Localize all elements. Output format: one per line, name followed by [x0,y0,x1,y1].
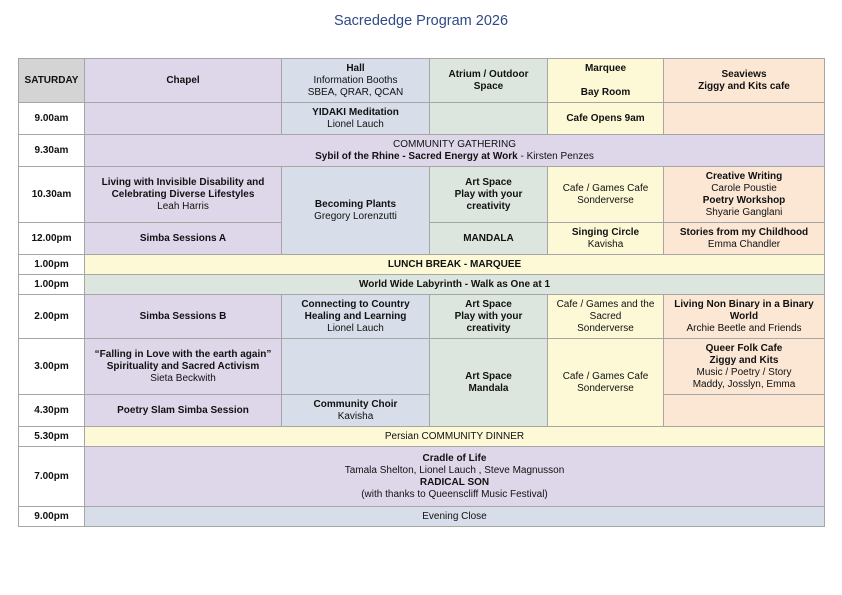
chapel-cell [85,339,282,395]
seaviews-cell [664,223,825,255]
session-title: YIDAKI Meditation [312,106,399,118]
table-row [19,339,825,395]
marquee-header [548,59,664,103]
session-title-line1: Cafe / Games Cafe [562,370,649,382]
table-row [19,135,825,167]
seaviews-cell [664,339,825,395]
program-table [18,58,825,527]
marquee-cell [548,167,664,223]
hall-header [282,59,430,103]
session-subtitle [87,151,822,163]
session-title-line2: Sonderverse [577,382,634,394]
table-row [19,275,825,295]
time-cell: 12.00pm [19,223,85,255]
seaviews-header-title: Seaviews [721,68,767,80]
session-detail: Music / Poetry / Story [696,366,792,378]
seaviews-header-sub: Ziggy and Kits cafe [698,80,790,92]
atrium-header-line2: Space [473,80,504,92]
session-title: Stories from my Childhood [679,226,809,238]
session-title-line1: Living Non Binary in a Binary [674,298,814,310]
session-title: Community Choir [313,398,398,410]
session-title-line2: Spirituality and Sacred Activism [106,360,260,372]
session-title-line1: Art Space [465,370,512,382]
session-title: Cradle of Life [422,452,487,464]
page-title: Sacrededge Program 2026 [333,13,509,29]
seaviews-cell [664,167,825,223]
marquee-cell [548,103,664,135]
evening-close-cell [85,507,825,527]
seaviews-cell [664,295,825,339]
session-title-line1: Connecting to Country [301,298,410,310]
time-cell: 1.00pm [19,275,85,295]
evening-concert-cell [85,447,825,507]
session-title: Cafe Opens 9am [566,112,645,124]
session-title-line2: Sacred [589,310,622,322]
marquee-header-spacer [550,75,661,87]
session-subtitle-bold: Sybil of the Rhine - Sacred Energy at Work [315,150,518,162]
time-cell: 3.00pm [19,339,85,395]
session-title-line1: Queer Folk Cafe [705,342,783,354]
seaviews-header [664,59,825,103]
chapel-header: Chapel [85,59,282,103]
session-title-line1: Living with Invisible Disability and [101,176,265,188]
session-title: LUNCH BREAK - MARQUEE [387,258,522,270]
marquee-cell [548,295,664,339]
session-title-line2: Mandala [468,382,509,394]
time-cell: 9.00pm [19,507,85,527]
session-title-line1: Art Space [465,298,512,310]
session-presenter: Leah Harris [157,200,209,212]
session-title-line2: Sonderverse [577,194,634,206]
hall-cell [282,167,430,255]
time-cell: 9.00am [19,103,85,135]
session-presenter: Maddy, Josslyn, Emma [692,378,796,390]
chapel-cell [85,223,282,255]
table-row [19,295,825,339]
session-presenter: Shyarie Ganglani [705,206,783,218]
dinner-cell [85,427,825,447]
session-presenter: Sieta Beckwith [150,372,216,384]
session-presenter: Kavisha [337,410,374,422]
table-row [19,103,825,135]
session-title: RADICAL SON [419,476,490,488]
atrium-cell [430,295,548,339]
atrium-cell [430,223,548,255]
time-cell: 2.00pm [19,295,85,339]
session-title-line3: creativity [466,200,511,212]
table-row [19,447,825,507]
session-title: Persian COMMUNITY DINNER [384,430,525,442]
session-title-line1: “Falling in Love with the earth again” [94,348,272,360]
session-presenter: - Kirsten Penzes [517,150,594,162]
hall-header-sub2: SBEA, QRAR, QCAN [307,86,404,98]
session-title-line2: Play with your [454,310,523,322]
time-cell: 5.30pm [19,427,85,447]
community-gathering-cell [85,135,825,167]
atrium-cell [430,103,548,135]
session-note: (with thanks to Queenscliff Music Festival) [361,488,548,500]
session-presenter: Lionel Lauch [327,118,384,130]
hall-cell [282,103,430,135]
hall-cell [282,295,430,339]
session-title: Simba Sessions B [139,310,227,322]
session-title: Creative Writing [705,170,783,182]
session-presenter: Archie Beetle and Friends [686,322,802,334]
session-title-line3: creativity [466,322,511,334]
hall-cell [282,395,430,427]
session-title-line2: Ziggy and Kits [709,354,779,366]
chapel-cell [85,395,282,427]
header-row [19,59,825,103]
chapel-cell [85,295,282,339]
session-title-line3: Sonderverse [577,322,634,334]
session-title: MANDALA [463,232,514,244]
session-title-line1: Cafe / Games and the [556,298,655,310]
table-row [19,255,825,275]
atrium-cell [430,339,548,427]
session-title: Poetry Workshop [702,194,786,206]
atrium-header [430,59,548,103]
session-title: Poetry Slam Simba Session [117,404,249,416]
session-presenter: Carole Poustie [711,182,777,194]
session-title: Becoming Plants [314,198,397,210]
session-title: COMMUNITY GATHERING [393,138,516,150]
marquee-cell [548,223,664,255]
session-title-line1: Art Space [465,176,512,188]
session-title: Evening Close [422,510,487,522]
time-cell: 9.30am [19,135,85,167]
session-title: Simba Sessions A [139,232,227,244]
session-title-line1: Cafe / Games Cafe [562,182,649,194]
atrium-cell [430,167,548,223]
session-presenter: Lionel Lauch [327,322,384,334]
session-title-line2: Play with your [454,188,523,200]
session-presenter: Kavisha [587,238,624,250]
time-cell: 7.00pm [19,447,85,507]
time-cell: 1.00pm [19,255,85,275]
marquee-header-line1: Marquee [584,62,627,74]
session-presenter: Gregory Lorenzutti [314,210,397,222]
chapel-cell [85,103,282,135]
session-title-line2: Celebrating Diverse Lifestyles [111,188,255,200]
time-cell: 4.30pm [19,395,85,427]
table-row [19,507,825,527]
seaviews-cell [664,103,825,135]
day-header: SATURDAY [19,59,85,103]
session-presenter: Tamala Shelton, Lionel Lauch , Steve Magnusson [344,464,565,476]
hall-cell [282,339,430,395]
chapel-cell [85,167,282,223]
session-title-line2: Healing and Learning [304,310,407,322]
session-title: World Wide Labyrinth - Walk as One at 1 [358,278,551,290]
session-presenter: Emma Chandler [707,238,781,250]
atrium-header-line1: Atrium / Outdoor [448,68,529,80]
hall-header-sub1: Information Booths [313,74,398,86]
table-row [19,167,825,223]
seaviews-cell [664,395,825,427]
lunch-cell [85,255,825,275]
hall-header-title: Hall [346,62,365,74]
session-title: Singing Circle [571,226,640,238]
marquee-cell [548,339,664,427]
table-row [19,427,825,447]
time-cell: 10.30am [19,167,85,223]
table-row [19,395,825,427]
marquee-header-line2: Bay Room [580,86,631,98]
session-title-line2: World [729,310,759,322]
labyrinth-cell [85,275,825,295]
